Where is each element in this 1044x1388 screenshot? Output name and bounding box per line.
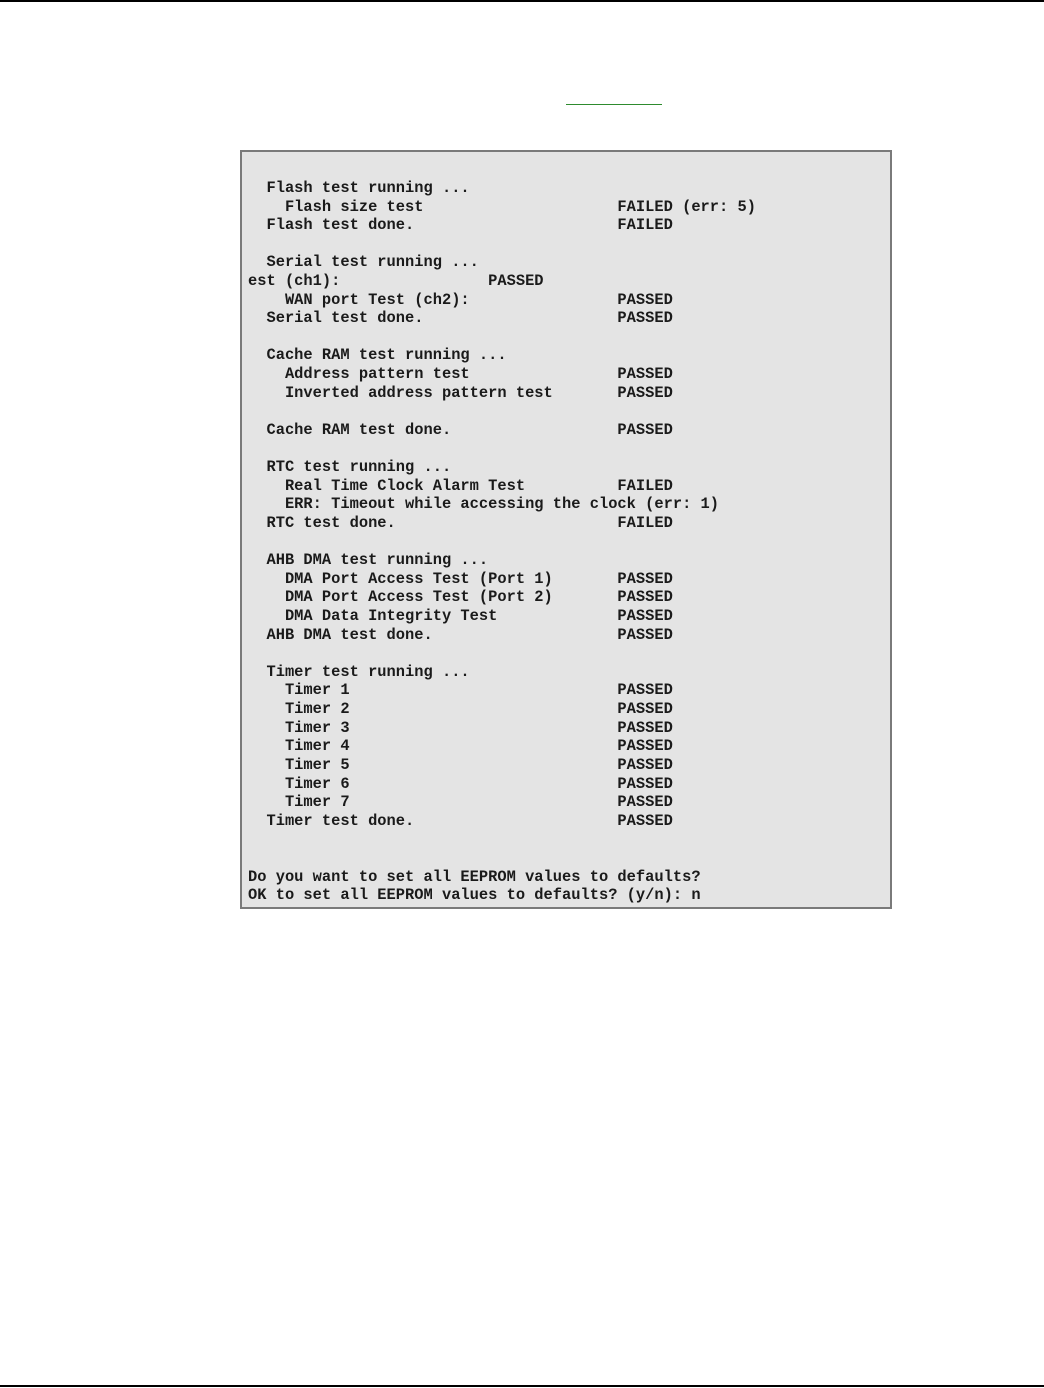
terminal-line: Timer 7 PASSED [248,793,673,812]
hyperlink[interactable] [566,104,662,105]
terminal-line: Timer 1 PASSED [248,681,673,700]
terminal-line: Timer test done. PASSED [248,811,673,830]
terminal-line: Timer 2 PASSED [248,700,673,719]
terminal-line: Cache RAM test done. PASSED [248,420,673,439]
terminal-line: Inverted address pattern test PASSED [248,383,673,402]
page-footer-rule [0,1385,1044,1387]
terminal-prompt-line: OK to set all EEPROM values to defaults? (y/n): n [248,886,701,905]
terminal-screenshot [240,150,892,909]
terminal-line: Serial test done. PASSED [248,309,673,328]
terminal-line: Timer 4 PASSED [248,737,673,756]
terminal-line: est (ch1): PASSED [248,272,544,291]
terminal-line [248,440,756,459]
terminal-line: Timer 3 PASSED [248,718,673,737]
terminal-line: DMA Port Access Test (Port 2) PASSED [248,588,673,607]
terminal-line: RTC test done. FAILED [248,513,673,532]
terminal-line: Address pattern test PASSED [248,365,673,384]
terminal-line [248,533,756,552]
terminal-line [248,235,756,254]
terminal-line [248,830,756,849]
terminal-line: Timer 5 PASSED [248,755,673,774]
terminal-line: AHB DMA test done. PASSED [248,625,673,644]
terminal-output [248,179,756,905]
terminal-line: Timer test running ... [248,662,470,681]
terminal-line: Flash test done. FAILED [248,216,673,235]
terminal-line [248,328,756,347]
terminal-line: Flash size test FAILED (err: 5) [248,197,756,216]
terminal-line: RTC test running ... [248,458,452,477]
terminal-line: Timer 6 PASSED [248,774,673,793]
page-header-rule [0,0,1044,2]
terminal-line: Cache RAM test running ... [248,346,507,365]
terminal-line: ERR: Timeout while accessing the clock (err: 1) [248,495,720,514]
terminal-prompt-line: Do you want to set all EEPROM values to defaults? [248,867,701,886]
terminal-line [248,644,756,663]
terminal-line [248,849,756,868]
terminal-line: DMA Port Access Test (Port 1) PASSED [248,569,673,588]
terminal-line: Flash test running ... [248,179,470,197]
terminal-line: WAN port Test (ch2): PASSED [248,290,673,309]
terminal-line: AHB DMA test running ... [248,551,489,570]
terminal-line: Serial test running ... [248,253,479,272]
terminal-line [248,402,756,421]
terminal-line: DMA Data Integrity Test PASSED [248,607,673,626]
terminal-line: Real Time Clock Alarm Test FAILED [248,476,673,495]
